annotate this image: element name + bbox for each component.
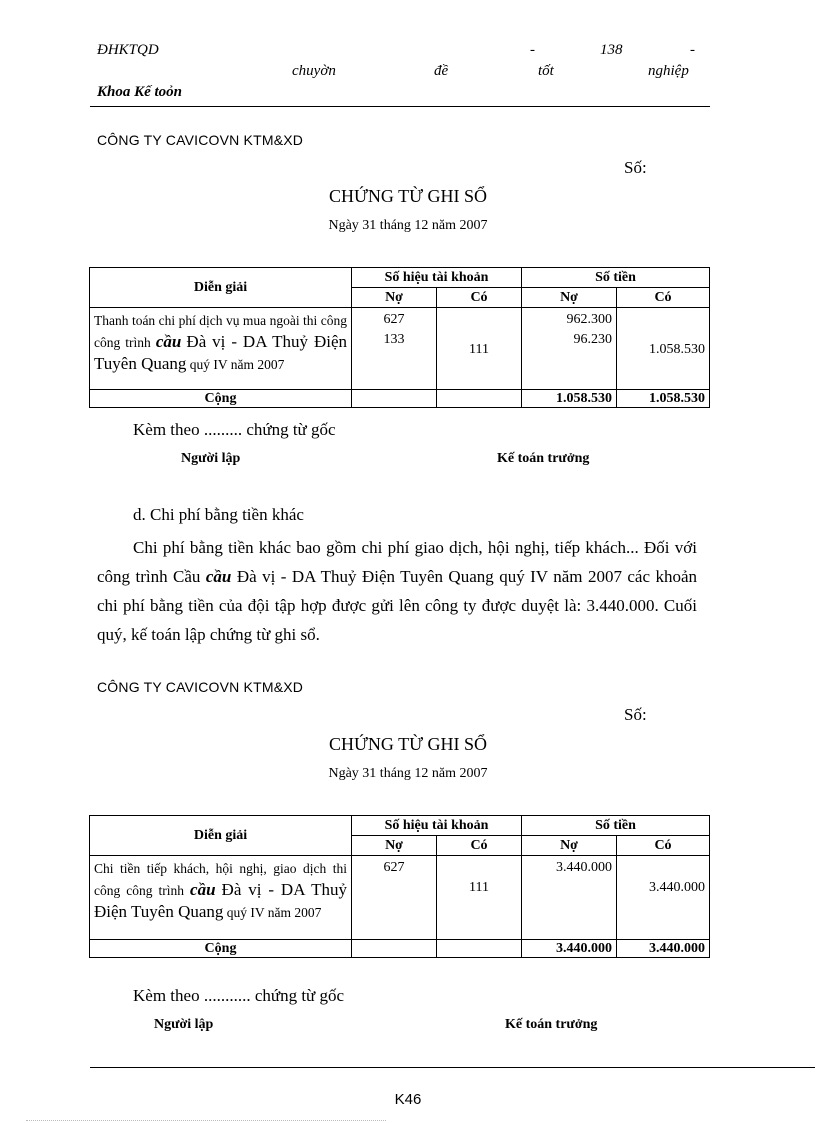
header-dash-right: - <box>690 42 695 58</box>
account-credit: 111 <box>469 342 489 357</box>
header-page-number: 138 <box>600 42 623 58</box>
voucher2-table <box>89 815 710 958</box>
col-description: Diễn giải <box>90 268 352 308</box>
paragraph-text-a: Chi phí bằng tiền khác bao gồm chi phí giao dịch, hội nghị, tiếp khách... Đối với công trình Cầu <box>97 538 697 586</box>
voucher2-attached: Kèm theo ........... chứng từ gốc <box>133 986 345 1005</box>
footer-dotted-line <box>26 1120 386 1121</box>
header-word-4: nghiệp <box>648 63 689 79</box>
total-empty-1 <box>352 940 437 958</box>
header-school: ĐHKTQD <box>97 42 159 58</box>
row-description <box>90 856 352 940</box>
desc-bold: cầu <box>155 332 182 351</box>
total-label: Cộng <box>90 940 352 958</box>
col-amount: Số tiền <box>522 816 710 836</box>
desc-project: Đà vị - DA Thuỷ Điện Tuyên Quang <box>94 880 348 921</box>
voucher1-company: CÔNG TY CAVICOVN KTM&XD <box>97 132 304 148</box>
voucher1-table <box>89 267 710 408</box>
header-faculty: Khoa Kế toỏn <box>97 84 183 100</box>
total-debit: 3.440.000 <box>522 940 617 958</box>
col-account-number: Số hiệu tài khoản <box>352 816 522 836</box>
voucher1-attached: Kèm theo ......... chứng từ gốc <box>133 420 336 439</box>
col-account-credit: Có <box>437 288 522 308</box>
header-word-1: chuyờn <box>292 63 336 79</box>
amount-debit-1: 962.300 <box>566 312 612 327</box>
table-row <box>90 856 710 940</box>
row-amount-debit <box>522 308 617 390</box>
section-heading: d. Chi phí bằng tiền khác <box>133 505 304 524</box>
col-account-debit: Nợ <box>352 288 437 308</box>
row-description <box>90 308 352 390</box>
col-account-number: Số hiệu tài khoản <box>352 268 522 288</box>
header-divider <box>90 106 710 107</box>
section-paragraph <box>97 533 697 649</box>
voucher1-preparer: Người lập <box>181 451 241 466</box>
account-debit: 627 <box>383 860 405 875</box>
voucher1-date: Ngày 31 tháng 12 năm 2007 <box>328 218 488 233</box>
account-credit: 111 <box>469 880 489 895</box>
amount-debit: 3.440.000 <box>556 860 612 875</box>
footer-divider <box>90 1067 815 1068</box>
total-label: Cộng <box>90 390 352 408</box>
amount-credit: 3.440.000 <box>649 880 705 895</box>
total-credit: 3.440.000 <box>617 940 710 958</box>
desc-text: Thanh toán chi phí dịch vụ mua ngoài thi công công trình <box>94 313 347 350</box>
footer-code: K46 <box>394 1091 422 1108</box>
voucher2-chief-accountant: Kế toán trưởng <box>505 1017 598 1032</box>
desc-text: Chi tiền tiếp khách, hội nghị, giao dịch thi công công trình <box>94 861 347 898</box>
paragraph-bold: cầu <box>205 567 232 586</box>
desc-bold: cầu <box>190 880 216 899</box>
col-account-credit: Có <box>437 836 522 856</box>
row-amount-credit <box>617 856 710 940</box>
header-word-3: tốt <box>538 63 554 79</box>
voucher2-preparer: Người lập <box>154 1017 214 1032</box>
desc-period: quý IV năm 2007 <box>226 905 322 920</box>
voucher1-title: CHỨNG TỪ GHI SỔ <box>328 186 488 206</box>
paragraph-text-b: Đà vị - DA Thuỷ Điện Tuyên Quang quý IV năm 2007 các khoản chi phí bằng tiền của đội tập hợp được gửi lên công ty được duyệt là: 3.440.000. Cuối quý, kế toán lập chứng từ ghi sổ. <box>97 567 698 644</box>
amount-credit: 1.058.530 <box>649 342 705 357</box>
header-dash-left: - <box>530 42 535 58</box>
total-empty-1 <box>352 390 437 408</box>
account-debit-2: 133 <box>383 332 405 347</box>
row-account-credit <box>437 308 522 390</box>
total-empty-2 <box>437 390 522 408</box>
voucher2-company: CÔNG TY CAVICOVN KTM&XD <box>97 679 304 695</box>
col-amount-debit: Nợ <box>522 288 617 308</box>
header-word-2: đề <box>434 63 449 79</box>
total-row <box>90 940 710 958</box>
total-row <box>90 390 710 408</box>
account-debit-1: 627 <box>383 312 405 327</box>
total-empty-2 <box>437 940 522 958</box>
desc-project: Đà vị - DA Thuỷ Điện Tuyên Quang <box>94 332 348 373</box>
voucher2-number-label: Số: <box>624 705 647 724</box>
col-account-debit: Nợ <box>352 836 437 856</box>
col-description: Diễn giải <box>90 816 352 856</box>
row-account-credit <box>437 856 522 940</box>
col-amount-debit: Nợ <box>522 836 617 856</box>
total-debit: 1.058.530 <box>522 390 617 408</box>
voucher1-number-label: Số: <box>624 158 647 177</box>
row-amount-credit <box>617 308 710 390</box>
col-amount-credit: Có <box>617 288 710 308</box>
total-credit: 1.058.530 <box>617 390 710 408</box>
amount-debit-2: 96.230 <box>573 332 612 347</box>
table-row <box>90 308 710 390</box>
row-account-debit <box>352 308 437 390</box>
col-amount-credit: Có <box>617 836 710 856</box>
voucher2-date: Ngày 31 tháng 12 năm 2007 <box>328 766 488 781</box>
voucher1-chief-accountant: Kế toán trưởng <box>497 451 590 466</box>
row-account-debit <box>352 856 437 940</box>
row-amount-debit <box>522 856 617 940</box>
col-amount: Số tiền <box>522 268 710 288</box>
voucher2-title: CHỨNG TỪ GHI SỔ <box>328 734 488 754</box>
desc-period: quý IV năm 2007 <box>189 357 285 372</box>
